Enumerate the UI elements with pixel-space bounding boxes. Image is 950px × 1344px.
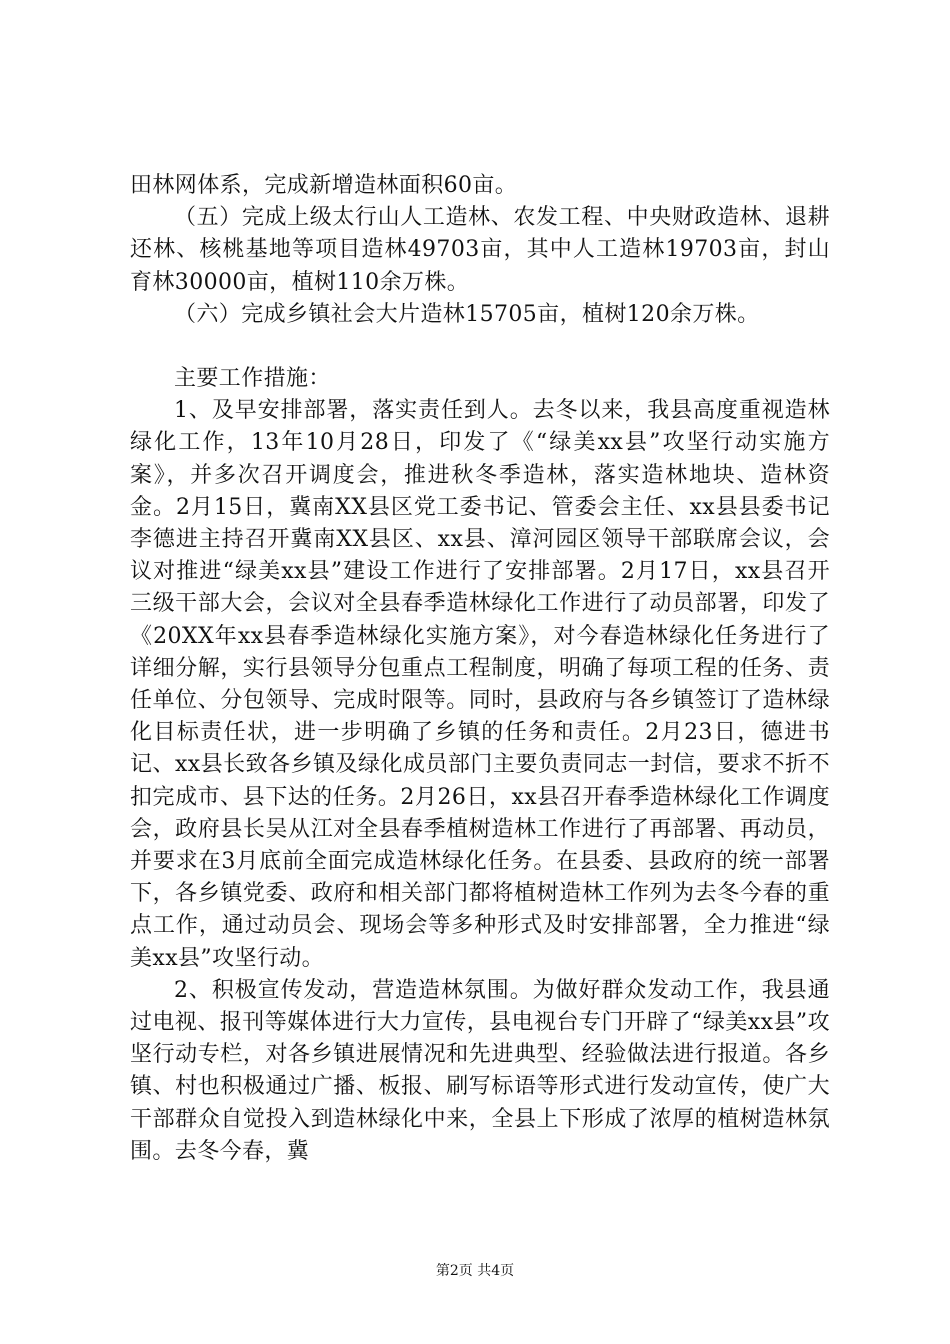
page-footer: 第2页 共4页 xyxy=(435,1263,515,1279)
paragraph-gap xyxy=(130,331,830,363)
paragraph-measure-1: 1、及早安排部署，落实责任到人。去冬以来，我县高度重视造林绿化工作，13年10月28日，印发了《“绿美xx县”攻坚行动实施方案》，并多次召开调度会，推进秋冬季造林，落实造林地块、造林资金。2月15日，冀南XX县区党工委书记、管委会主任、xx县县委书记李德进主持召开冀南XX县区、xx县、漳河园区领导干部联席会议，会议对推进“绿美xx县”建设工作进行了安排部署。2月17日，xx县召开三级干部大会，会议对全县春季造林绿化工作进行了动员部署，印发了《20XX年xx县春季造林绿化实施方案》，对今春造林绿化任务进行了详细分解，实行县领导分包重点工程制度，明确了每项工程的任务、责任单位、分包领导、完成时限等。同时，县政府与各乡镇签订了造林绿化目标责任状，进一步明确了乡镇的任务和责任。2月23日，德进书记、xx县长致各乡镇及绿化成员部门主要负责同志一封信，要求不折不扣完成市、县下达的任务。2月26日，xx县召开春季造林绿化工作调度会，政府县长吴从江对全县春季植树造林工作进行了再部署、再动员，并要求在3月底前全面完成造林绿化任务。在县委、县政府的统一部署下，各乡镇党委、政府和相关部门都将植树造林工作列为去冬今春的重点工作，通过动员会、现场会等多种形式及时安排部署，全力推进“绿美xx县”攻坚行动。 xyxy=(130,398,830,971)
paragraph-item-6: （六）完成乡镇社会大片造林15705亩，植树120余万株。 xyxy=(174,301,760,327)
section-heading: 主要工作措施： xyxy=(174,366,331,392)
paragraph-item-5: （五）完成上级太行山人工造林、农发工程、中央财政造林、退耕还林、核桃基地等项目造林49703亩，其中人工造林19703亩，封山育林30000亩，植树110余万株。 xyxy=(130,205,830,295)
document-body xyxy=(130,170,830,1168)
paragraph-continuation: 田林网体系，完成新增造林面积60亩。 xyxy=(130,173,518,198)
paragraph-measure-2: 2、积极宣传发动，营造造林氛围。为做好群众发动工作，我县通过电视、报刊等媒体进行大力宣传，县电视台专门开辟了“绿美xx县”攻坚行动专栏，对各乡镇进展情况和先进典型、经验做法进行报道。各乡镇、村也积极通过广播、板报、刷写标语等形式进行发动宣传，使广大干部群众自觉投入到造林绿化中来，全县上下形成了浓厚的植树造林氛围。去冬今春，冀 xyxy=(130,977,830,1164)
